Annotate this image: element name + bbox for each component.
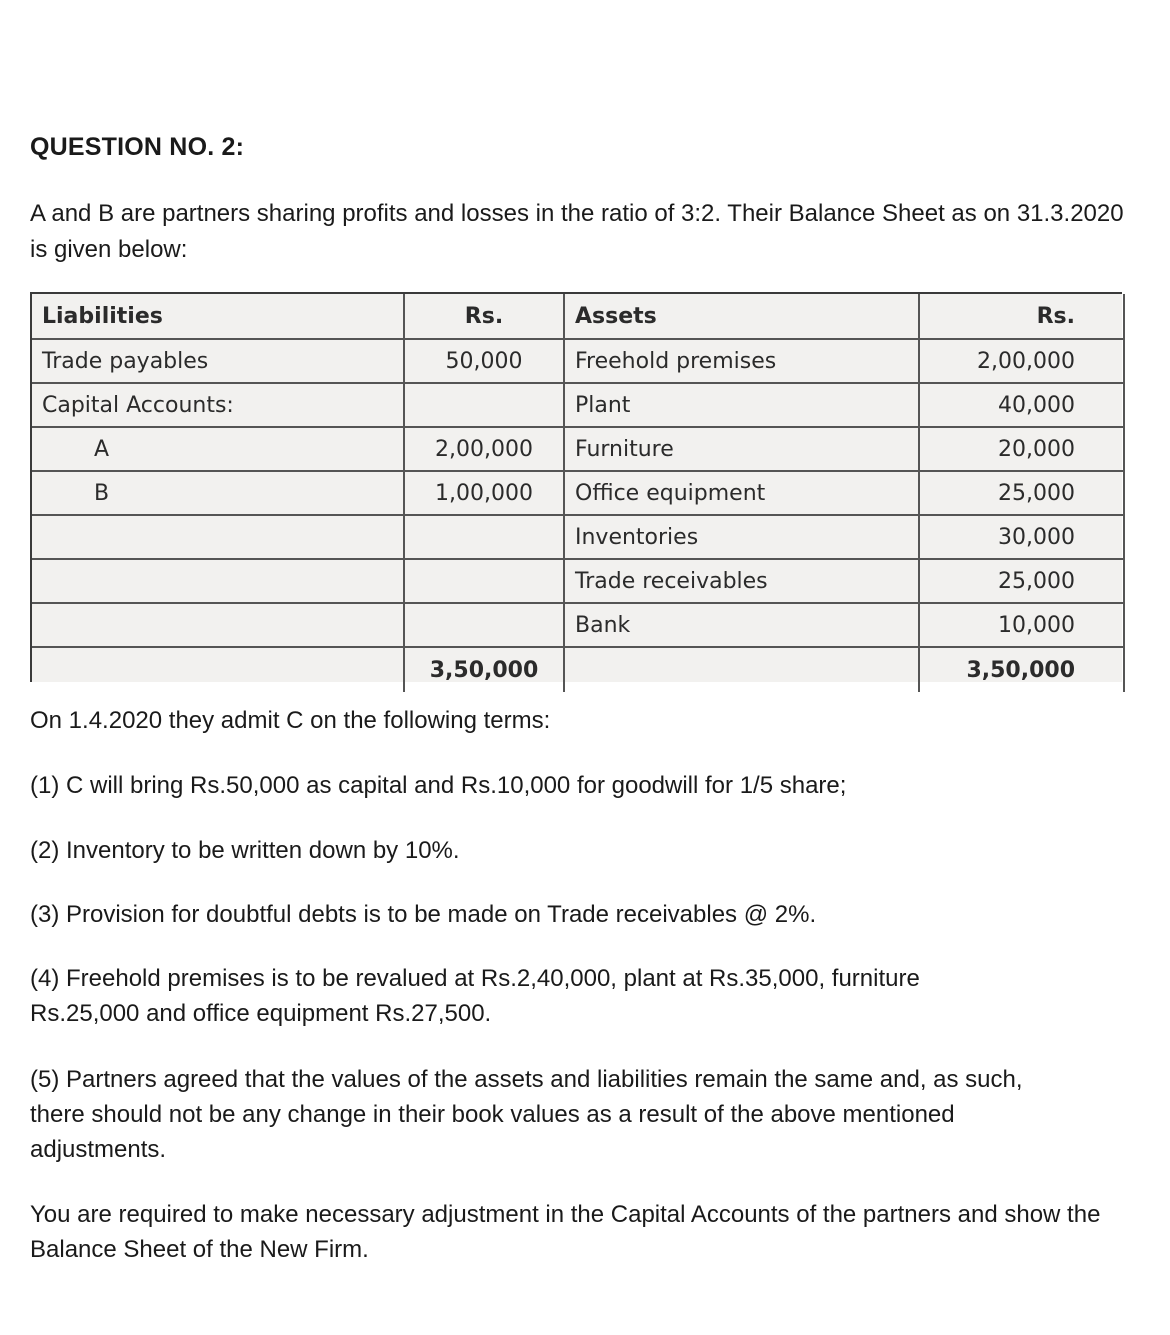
- liability-amount: 50,000: [404, 339, 564, 383]
- term-1: (1) C will bring Rs.50,000 as capital and Rs.10,000 for goodwill for 1/5 share;: [30, 772, 847, 799]
- asset-name: Plant: [564, 383, 919, 427]
- balance-sheet-table: [32, 294, 1125, 692]
- liability-amount: 1,00,000: [404, 471, 564, 515]
- term-5: (5) Partners agreed that the values of the assets and liabilities remain the same and, as such, there should not be any change in their book values as a result of the above mentioned adjustments.: [30, 1066, 1023, 1163]
- table-row: [32, 471, 1124, 515]
- asset-amount: 10,000: [919, 603, 1124, 647]
- question-intro: A and B are partners sharing profits and losses in the ratio of 3:2. Their Balance Sheet as on 31.3.2020 is given below:: [30, 200, 1124, 263]
- requirement-text: You are required to make necessary adjustment in the Capital Accounts of the partners and show the Balance Sheet of the New Firm.: [30, 1201, 1101, 1263]
- table-header-row: [32, 294, 1124, 339]
- balance-sheet-photo: [30, 292, 1122, 682]
- assets-total: 3,50,000: [919, 647, 1124, 692]
- liability-name: [32, 603, 404, 647]
- asset-amount: 25,000: [919, 471, 1124, 515]
- liability-name: A: [32, 427, 404, 471]
- liability-name: Capital Accounts:: [32, 383, 404, 427]
- table-row: [32, 383, 1124, 427]
- asset-name: Inventories: [564, 515, 919, 559]
- liability-name: B: [32, 471, 404, 515]
- asset-amount: 30,000: [919, 515, 1124, 559]
- asset-amount: 20,000: [919, 427, 1124, 471]
- question-heading: QUESTION NO. 2:: [30, 133, 245, 161]
- asset-name: Trade receivables: [564, 559, 919, 603]
- asset-amount: 25,000: [919, 559, 1124, 603]
- liability-amount: [404, 559, 564, 603]
- asset-name: Office equipment: [564, 471, 919, 515]
- liability-name: [32, 515, 404, 559]
- liability-amount: [404, 383, 564, 427]
- total-label-cell: [564, 647, 919, 692]
- asset-name: Bank: [564, 603, 919, 647]
- total-label-cell: [32, 647, 404, 692]
- liability-name: Trade payables: [32, 339, 404, 383]
- asset-name: Freehold premises: [564, 339, 919, 383]
- term-4: (4) Freehold premises is to be revalued at Rs.2,40,000, plant at Rs.35,000, furniture Rs.25,000 and office equipment Rs.27,500.: [30, 965, 920, 1027]
- asset-name: Furniture: [564, 427, 919, 471]
- table-row: [32, 559, 1124, 603]
- assets-header: Assets: [564, 294, 919, 339]
- table-row: [32, 515, 1124, 559]
- liabilities-rs-header: Rs.: [404, 294, 564, 339]
- term-3: (3) Provision for doubtful debts is to be made on Trade receivables @ 2%.: [30, 901, 817, 928]
- liability-amount: [404, 603, 564, 647]
- liability-name: [32, 559, 404, 603]
- table-row: [32, 339, 1124, 383]
- asset-amount: 2,00,000: [919, 339, 1124, 383]
- liability-amount: [404, 515, 564, 559]
- asset-amount: 40,000: [919, 383, 1124, 427]
- table-row: [32, 427, 1124, 471]
- table-row: [32, 603, 1124, 647]
- liabilities-total: 3,50,000: [404, 647, 564, 692]
- assets-rs-header: Rs.: [919, 294, 1124, 339]
- term-2: (2) Inventory to be written down by 10%.: [30, 837, 460, 864]
- liabilities-header: Liabilities: [32, 294, 404, 339]
- total-row: [32, 647, 1124, 692]
- liability-amount: 2,00,000: [404, 427, 564, 471]
- terms-lead: On 1.4.2020 they admit C on the following terms:: [30, 707, 551, 734]
